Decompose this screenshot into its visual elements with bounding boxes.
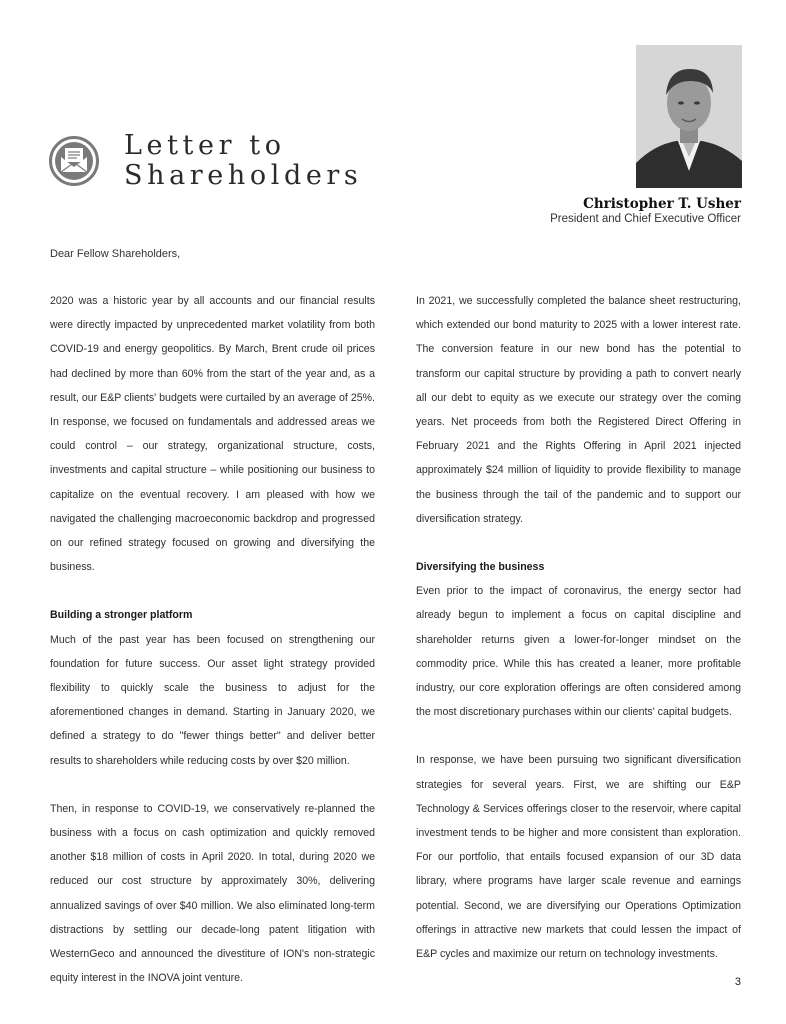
page-number: 3 (734, 976, 741, 988)
paragraph: In response, we have been pursuing two significant diversification strategies for several years. First, we are shifting our E&P Technology & Services offerings closer to the reservoir, where capital investment tends to be higher and more consistent than exploration. For our portfolio, that entails focused expansion of our 3D data library, where programs have larger scale revenue and earnings potential. Second, we are diversifying our Operations Optimization offerings in attractive new markets that could lessen the impact of E&P cycles and maximize our return on technology investments. (416, 754, 741, 961)
paragraph: Then, in response to COVID-19, we conservatively re-planned the business with a focus on cash optimization and quickly removed another $18 million of costs in April 2020. In total, during 2020 we reduced our cost structure by approximately 30%, delivering annualized savings of over $40 million. We also eliminated long-term distractions by settling our decade-long patent litigation with WesternGeco and announced the divestiture of ION's non-strategic equity interest in the INOVA joint venture. (50, 802, 375, 985)
signatory-name: Christopher T. Usher (583, 196, 741, 212)
title-line-1: Letter to (124, 130, 286, 161)
paragraph: Even prior to the impact of coronavirus, the energy sector had already begun to implement a focus on capital discipline and shareholder returns given a lower-for-longer mindset on the commodity price. While this has created a leaner, more profitable industry, our core exploration offerings are often considered among the most discretionary purchases within our clients' capital budgets. (416, 585, 741, 719)
section-heading: Diversifying the business (416, 561, 545, 574)
ceo-portrait (636, 45, 742, 188)
title-line-2: Shareholders (124, 160, 363, 191)
paragraph: In 2021, we successfully completed the balance sheet restructuring, which extended our bond maturity to 2025 with a lower interest rate. The conversion feature in our new bond has the potential to transform our capital structure by providing a path to convert nearly all our debt to equity as we execute our strategy over the coming years. Net proceeds from both the Registered Direct Offering in February 2021 and the Rights Offering in April 2021 injected approximately $24 million of liquidity to provide flexibility to manage the business through the tail of the pandemic and to support our diversification strategy. (416, 295, 741, 525)
paragraph: 2020 was a historic year by all accounts and our financial results were directly impacted by unprecedented market volatility from both COVID-19 and energy geopolitics. By March, Brent crude oil prices had declined by more than 60% from the start of the year and, as a result, our E&P clients' budgets were curtailed by an average of 25%. In response, we focused on fundamentals and addressed areas we could control – our strategy, organizational structure, costs, investments and capital structure – while positioning our business to capitalize on the eventual recovery. I am pleased with how we navigated the challenging macroeconomic backdrop and progressed on our refined strategy focused on growing and diversifying the business. (50, 295, 375, 574)
portrait-illustration (636, 45, 742, 188)
right-column (416, 289, 741, 966)
paragraph: Much of the past year has been focused on strengthening our foundation for future success. Our asset light strategy provided flexibility to quickly scale the business to adjust for the aforementioned changes in demand. Starting in January 2020, we defined a strategy to do "fewer things better" and deliver better results to shareholders while reducing costs by over $20 million. (50, 633, 375, 767)
envelope-icon (48, 135, 100, 187)
signatory-role: President and Chief Executive Officer (550, 213, 741, 225)
section-heading: Building a stronger platform (50, 609, 193, 622)
page-title (124, 131, 362, 191)
signature-block (550, 196, 741, 225)
salutation: Dear Fellow Shareholders, (50, 248, 181, 260)
left-column (50, 289, 375, 990)
title-block (48, 131, 362, 191)
